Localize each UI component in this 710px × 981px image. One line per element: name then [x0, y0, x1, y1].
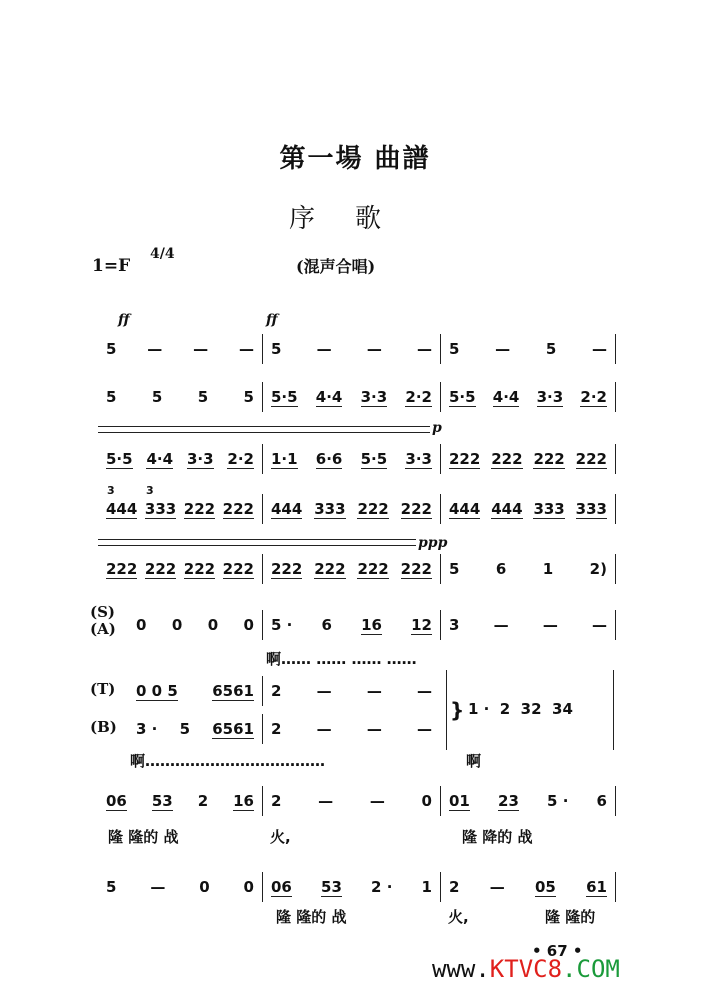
sustain-dash: — — [542, 616, 558, 634]
ensemble-label: (混声合唱) — [296, 257, 376, 276]
score-row — [98, 494, 616, 518]
sustain-dash: — — [489, 878, 505, 896]
sustain-dash: — — [417, 340, 432, 358]
measure — [262, 334, 440, 364]
note: 2·2 — [405, 387, 432, 406]
lyric-line: 隆 降的 战 — [462, 828, 533, 846]
song-title: 序歌 — [288, 204, 421, 234]
note: 6 — [495, 560, 507, 578]
measure — [262, 444, 440, 474]
note: 3·3 — [360, 387, 388, 406]
note: 333 — [575, 499, 607, 518]
sustain-dash: — — [591, 340, 607, 358]
note: 222 — [575, 449, 607, 468]
part-label-bass: (B) — [90, 718, 117, 736]
measure — [440, 494, 616, 524]
note: 06 — [106, 791, 127, 810]
note: 0 — [171, 616, 183, 634]
page-title: 第一場 曲譜 — [279, 144, 431, 174]
measure — [128, 610, 262, 640]
note: 2 — [271, 792, 282, 810]
decrescendo-hairpin — [98, 432, 430, 433]
note: 1 — [421, 878, 432, 896]
note: 0 0 5 — [136, 681, 178, 700]
sustain-dash: — — [238, 340, 254, 358]
measure — [98, 444, 262, 474]
note: 333 — [533, 499, 565, 518]
sustain-dash: — — [147, 340, 163, 358]
note: 16 — [233, 791, 254, 810]
note: 222 — [533, 449, 565, 468]
note: 6 — [596, 792, 607, 810]
note: 444 — [271, 499, 303, 518]
score-row — [128, 714, 440, 738]
sustain-dash: — — [495, 340, 511, 358]
score-row — [98, 872, 616, 896]
note: 333 — [314, 499, 346, 518]
note: 5 — [449, 560, 460, 578]
note: 3·3 — [536, 387, 564, 406]
note: 16 — [361, 615, 382, 634]
measure — [98, 382, 262, 412]
decrescendo-hairpin — [98, 426, 430, 427]
decrescendo-hairpin — [98, 539, 416, 540]
note: 01 — [449, 791, 470, 810]
sustain-dash: — — [316, 682, 332, 700]
note: 4·4 — [315, 387, 343, 406]
note: 222 — [357, 499, 389, 518]
measure — [262, 676, 440, 706]
note: 222 — [106, 559, 138, 578]
note: 222 — [222, 499, 254, 518]
score-row — [128, 610, 616, 634]
measure — [262, 554, 440, 584]
note: 333 — [144, 499, 177, 518]
note: 6 — [321, 616, 332, 634]
dynamic-ff: ff — [118, 312, 130, 328]
measure — [98, 786, 262, 816]
note: 2 — [271, 682, 282, 700]
measure — [98, 554, 262, 584]
note: 5 · — [547, 792, 569, 810]
dynamic-ff: ff — [266, 312, 278, 328]
tb-continuation: 1 · 2 32 34 — [468, 700, 573, 718]
note: 222 — [400, 559, 432, 578]
measure — [98, 334, 262, 364]
score-row — [128, 676, 440, 700]
watermark — [432, 955, 620, 981]
brace: } — [450, 698, 465, 722]
note: 0 — [243, 616, 254, 634]
note: 2 — [271, 720, 282, 738]
measure — [440, 610, 616, 640]
note: 222 — [271, 559, 303, 578]
note: 53 — [321, 877, 342, 896]
note: 222 — [357, 559, 389, 578]
barline — [446, 670, 614, 750]
part-label-tenor: (T) — [90, 680, 116, 698]
sustain-dash: — — [369, 792, 385, 810]
lyric-line: 火, — [270, 828, 291, 846]
note: 5·5 — [449, 387, 476, 406]
lyric-ah-tb2: 啊 — [466, 752, 482, 770]
measure — [440, 444, 616, 474]
dynamic-ppp: ppp — [418, 535, 448, 551]
note: 5 — [243, 388, 254, 406]
note: 5 — [106, 878, 117, 896]
lyric-ah-tb: 啊……………………………… — [130, 752, 326, 770]
dynamic-p: p — [432, 420, 442, 436]
time-signature: 4/4 — [150, 246, 175, 262]
watermark-com: .COM — [562, 955, 620, 981]
note: 222 — [144, 559, 177, 578]
sustain-dash: — — [366, 682, 382, 700]
note: 5·5 — [360, 449, 388, 468]
sustain-dash: — — [316, 720, 332, 738]
score-row — [98, 382, 616, 406]
note: 12 — [411, 615, 432, 634]
note: 222 — [400, 499, 432, 518]
lyric-line: 火, — [448, 908, 469, 926]
note: 5 — [449, 340, 460, 358]
measure — [262, 714, 440, 744]
triplet-mark: 3 — [146, 484, 154, 497]
note: 5 — [271, 340, 282, 358]
measure — [262, 610, 440, 640]
note: 2·2 — [227, 449, 254, 468]
key-signature: 1=F — [92, 256, 131, 276]
sustain-dash: — — [493, 616, 509, 634]
note: 2·2 — [580, 387, 607, 406]
note: 1·1 — [271, 449, 298, 468]
note: 1 — [542, 560, 554, 578]
note: 222 — [314, 559, 346, 578]
note: 4·4 — [492, 387, 520, 406]
decrescendo-hairpin — [98, 545, 416, 546]
note: 5·5 — [271, 387, 298, 406]
lyric-line: 隆 隆的 战 — [108, 828, 179, 846]
note: 2 — [449, 878, 460, 896]
triplet-mark: 3 — [107, 484, 115, 497]
lyric-ah-sa: 啊…… …… …… …… — [266, 650, 417, 668]
watermark-www: www. — [432, 955, 490, 981]
watermark-brand: KTVC8 — [489, 955, 563, 981]
note: 0 — [207, 616, 219, 634]
note: 6·6 — [315, 449, 343, 468]
note: 222 — [183, 499, 216, 518]
page-number: • 67 • — [532, 942, 583, 960]
note: 5 — [197, 388, 209, 406]
sustain-dash: — — [417, 682, 432, 700]
note: 0 — [243, 878, 254, 896]
sustain-dash: — — [316, 340, 332, 358]
lyric-line: 隆 隆的 战 — [276, 908, 347, 926]
note: 222 — [183, 559, 216, 578]
measure — [128, 676, 262, 706]
note: 3·3 — [186, 449, 214, 468]
note: 5 — [179, 720, 191, 738]
score-row — [98, 444, 616, 468]
note: 444 — [106, 499, 138, 518]
note: 222 — [449, 449, 481, 468]
measure — [98, 494, 262, 524]
note: 5 — [151, 388, 163, 406]
note: 6561 — [212, 681, 254, 700]
note: 0 — [421, 792, 432, 810]
measure — [262, 786, 440, 816]
note: 05 — [534, 877, 556, 896]
measure — [440, 382, 616, 412]
measure — [440, 872, 616, 902]
note: 0 — [199, 878, 210, 896]
note: 222 — [491, 449, 523, 468]
note: 2 · — [371, 878, 393, 896]
sustain-dash: — — [592, 616, 607, 634]
measure — [262, 494, 440, 524]
score-row — [98, 554, 616, 578]
part-label-sa: (S) (A) — [90, 603, 116, 638]
note: 222 — [222, 559, 254, 578]
note: 444 — [449, 499, 481, 518]
note: 5 — [106, 340, 117, 358]
sustain-dash: — — [366, 340, 382, 358]
measure — [440, 554, 616, 584]
sustain-dash: — — [193, 340, 209, 358]
measure — [128, 714, 262, 744]
sustain-dash: — — [417, 720, 432, 738]
sustain-dash: — — [318, 792, 334, 810]
note: 61 — [586, 877, 607, 896]
lyric-line: 隆 隆的 — [545, 908, 596, 926]
note: 3 · — [136, 720, 158, 738]
note: 4·4 — [146, 449, 174, 468]
measure — [440, 786, 616, 816]
note: 3 — [449, 616, 460, 634]
note: 5 — [106, 388, 117, 406]
note: 6561 — [212, 719, 254, 738]
measure — [262, 872, 440, 902]
score-row — [98, 786, 616, 810]
note: 2) — [589, 560, 607, 578]
note: 53 — [151, 791, 173, 810]
measure — [262, 382, 440, 412]
sustain-dash: — — [150, 878, 166, 896]
note: 3·3 — [405, 449, 432, 468]
note: 5·5 — [106, 449, 133, 468]
note: 23 — [498, 791, 519, 810]
measure — [98, 872, 262, 902]
note: 2 — [197, 792, 209, 810]
measure — [440, 334, 616, 364]
note: 06 — [271, 877, 292, 896]
note: 5 · — [271, 616, 293, 634]
note: 5 — [545, 340, 557, 358]
score-row — [98, 334, 616, 358]
note: 444 — [491, 499, 523, 518]
note: 0 — [136, 616, 147, 634]
sustain-dash: — — [366, 720, 382, 738]
